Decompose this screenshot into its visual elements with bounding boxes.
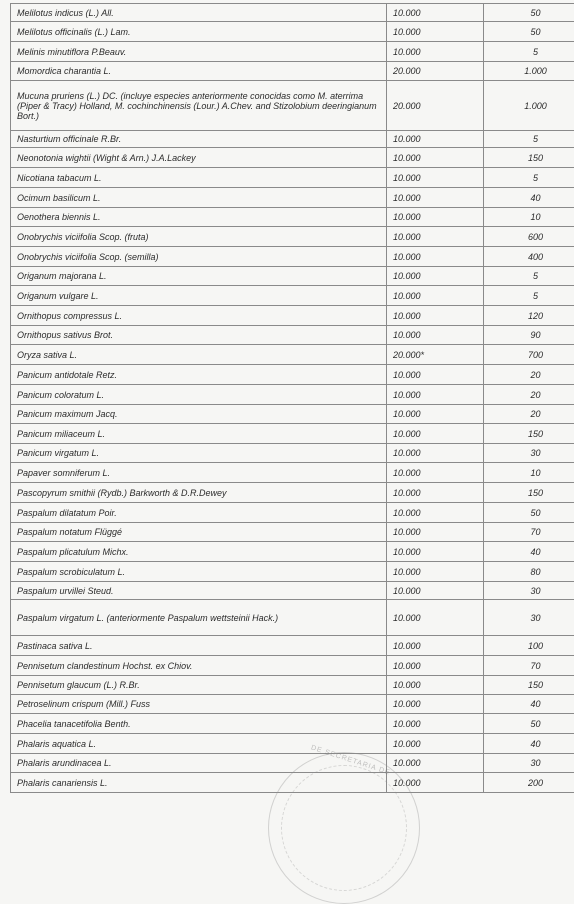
weight-cell: 10.000 [387,656,484,676]
species-name-cell: Panicum virgatum L. [11,444,387,463]
sample-cell: 50 [484,714,574,734]
table-row [11,148,574,168]
sample-cell: 30 [484,754,574,773]
table-row [11,503,574,523]
sample-cell: 600 [484,227,574,247]
table-row [11,4,574,22]
species-name-cell: Panicum coloratum L. [11,385,387,405]
species-name-cell: Phacelia tanacetifolia Benth. [11,714,387,734]
sample-cell: 5 [484,267,574,286]
sample-cell: 40 [484,734,574,754]
sample-cell: 40 [484,695,574,714]
species-name-cell: Nasturtium officinale R.Br. [11,131,387,148]
weight-cell: 20.000 [387,62,484,81]
table-row [11,227,574,247]
table-row [11,405,574,424]
species-name-cell: Paspalum urvillei Steud. [11,582,387,600]
weight-cell: 20.000 [387,81,484,131]
weight-cell: 10.000 [387,582,484,600]
species-name-cell: Phalaris canariensis L. [11,773,387,793]
sample-cell: 150 [484,483,574,503]
table-body [11,4,574,793]
weight-cell: 10.000 [387,503,484,523]
table-row [11,42,574,62]
species-name-cell: Pastinaca sativa L. [11,636,387,656]
table-row [11,424,574,444]
sample-cell: 200 [484,773,574,793]
sample-cell: 70 [484,523,574,542]
table-row [11,636,574,656]
sample-cell: 5 [484,286,574,306]
sample-cell: 150 [484,148,574,168]
weight-cell: 10.000 [387,463,484,483]
sample-cell: 100 [484,636,574,656]
weight-cell: 10.000 [387,227,484,247]
species-name-cell: Phalaris aquatica L. [11,734,387,754]
species-name-cell: Paspalum notatum Flüggé [11,523,387,542]
sample-cell: 120 [484,306,574,326]
table-row [11,286,574,306]
species-name-cell: Nicotiana tabacum L. [11,168,387,188]
table-row [11,22,574,42]
table-row [11,365,574,385]
sample-cell: 20 [484,405,574,424]
species-name-cell: Petroselinum crispum (Mill.) Fuss [11,695,387,714]
weight-cell: 10.000 [387,22,484,42]
sample-cell: 150 [484,676,574,695]
weight-cell: 10.000 [387,483,484,503]
table-row [11,62,574,81]
weight-cell: 10.000 [387,247,484,267]
weight-cell: 10.000 [387,326,484,345]
weight-cell: 10.000 [387,542,484,562]
weight-cell: 10.000 [387,695,484,714]
species-name-cell: Melilotus indicus (L.) All. [11,4,387,22]
weight-cell: 10.000 [387,286,484,306]
sample-cell: 5 [484,168,574,188]
weight-cell: 10.000 [387,4,484,22]
sample-cell: 90 [484,326,574,345]
species-name-cell: Paspalum dilatatum Poir. [11,503,387,523]
sample-cell: 70 [484,656,574,676]
species-name-cell: Momordica charantia L. [11,62,387,81]
weight-cell: 10.000 [387,306,484,326]
sample-cell: 80 [484,562,574,582]
weight-cell: 10.000 [387,42,484,62]
sample-cell: 150 [484,424,574,444]
table-row [11,267,574,286]
sample-cell: 50 [484,4,574,22]
weight-cell: 20.000* [387,345,484,365]
sample-cell: 10 [484,208,574,227]
sample-cell: 700 [484,345,574,365]
species-name-cell: Ornithopus sativus Brot. [11,326,387,345]
weight-cell: 10.000 [387,168,484,188]
species-name-cell: Ocimum basilicum L. [11,188,387,208]
species-name-cell: Panicum maximum Jacq. [11,405,387,424]
species-name-cell: Paspalum scrobiculatum L. [11,562,387,582]
sample-cell: 50 [484,22,574,42]
weight-cell: 10.000 [387,424,484,444]
table-row [11,483,574,503]
table-row [11,131,574,148]
sample-cell: 5 [484,131,574,148]
weight-cell: 10.000 [387,773,484,793]
species-name-cell: Onobrychis viciifolia Scop. (semilla) [11,247,387,267]
weight-cell: 10.000 [387,267,484,286]
weight-cell: 10.000 [387,188,484,208]
table-row [11,463,574,483]
species-name-cell: Neonotonia wightii (Wight & Arn.) J.A.Lackey [11,148,387,168]
species-name-cell: Melilotus officinalis (L.) Lam. [11,22,387,42]
sample-cell: 1.000 [484,62,574,81]
table-row [11,676,574,695]
table-row [11,208,574,227]
weight-cell: 10.000 [387,365,484,385]
weight-cell: 10.000 [387,636,484,656]
sample-cell: 1.000 [484,81,574,131]
table-row [11,345,574,365]
species-name-cell: Papaver somniferum L. [11,463,387,483]
weight-cell: 10.000 [387,523,484,542]
weight-cell: 10.000 [387,208,484,227]
species-name-cell: Onobrychis viciifolia Scop. (fruta) [11,227,387,247]
species-name-cell: Phalaris arundinacea L. [11,754,387,773]
table-row [11,523,574,542]
table-row [11,562,574,582]
table-row [11,306,574,326]
stamp-text: DE SECRETARIA DE [310,744,391,776]
species-name-cell: Panicum antidotale Retz. [11,365,387,385]
table-row [11,188,574,208]
sample-cell: 30 [484,444,574,463]
table-row [11,168,574,188]
species-name-cell: Origanum majorana L. [11,267,387,286]
weight-cell: 10.000 [387,148,484,168]
sample-cell: 50 [484,503,574,523]
species-name-cell: Pennisetum glaucum (L.) R.Br. [11,676,387,695]
species-name-cell: Mucuna pruriens (L.) DC. (incluye especies anteriormente conocidas como M. aterrima (Piper & Tracy) Holland, M. cochinchinensis (Lour.) A.Chev. and Stizolobium deeringianum Bort.) [11,81,387,131]
sample-cell: 30 [484,582,574,600]
weight-cell: 10.000 [387,385,484,405]
sample-cell: 40 [484,542,574,562]
table-row [11,695,574,714]
sample-cell: 400 [484,247,574,267]
species-name-cell: Oryza sativa L. [11,345,387,365]
weight-cell: 10.000 [387,754,484,773]
table-row [11,734,574,754]
species-name-cell: Origanum vulgare L. [11,286,387,306]
table-row [11,773,574,793]
table-row [11,444,574,463]
sample-cell: 40 [484,188,574,208]
table-row [11,326,574,345]
weight-cell: 10.000 [387,734,484,754]
table-row [11,656,574,676]
species-name-cell: Panicum miliaceum L. [11,424,387,444]
weight-cell: 10.000 [387,600,484,636]
table-row [11,714,574,734]
table-row [11,385,574,405]
table-row [11,81,574,131]
species-name-cell: Pascopyrum smithii (Rydb.) Barkworth & D.R.Dewey [11,483,387,503]
weight-cell: 10.000 [387,676,484,695]
weight-cell: 10.000 [387,405,484,424]
table-row [11,754,574,773]
species-name-cell: Pennisetum clandestinum Hochst. ex Chiov. [11,656,387,676]
weight-cell: 10.000 [387,714,484,734]
sample-cell: 30 [484,600,574,636]
weight-cell: 10.000 [387,562,484,582]
weight-cell: 10.000 [387,131,484,148]
table-row [11,247,574,267]
species-name-cell: Oenothera biennis L. [11,208,387,227]
sample-cell: 20 [484,365,574,385]
table-row [11,542,574,562]
table-row [11,600,574,636]
sample-cell: 20 [484,385,574,405]
sample-cell: 5 [484,42,574,62]
species-table [10,3,574,793]
species-name-cell: Melinis minutiflora P.Beauv. [11,42,387,62]
table-row [11,582,574,600]
weight-cell: 10.000 [387,444,484,463]
sample-cell: 10 [484,463,574,483]
species-name-cell: Ornithopus compressus L. [11,306,387,326]
species-name-cell: Paspalum plicatulum Michx. [11,542,387,562]
species-name-cell: Paspalum virgatum L. (anteriormente Paspalum wettsteinii Hack.) [11,600,387,636]
